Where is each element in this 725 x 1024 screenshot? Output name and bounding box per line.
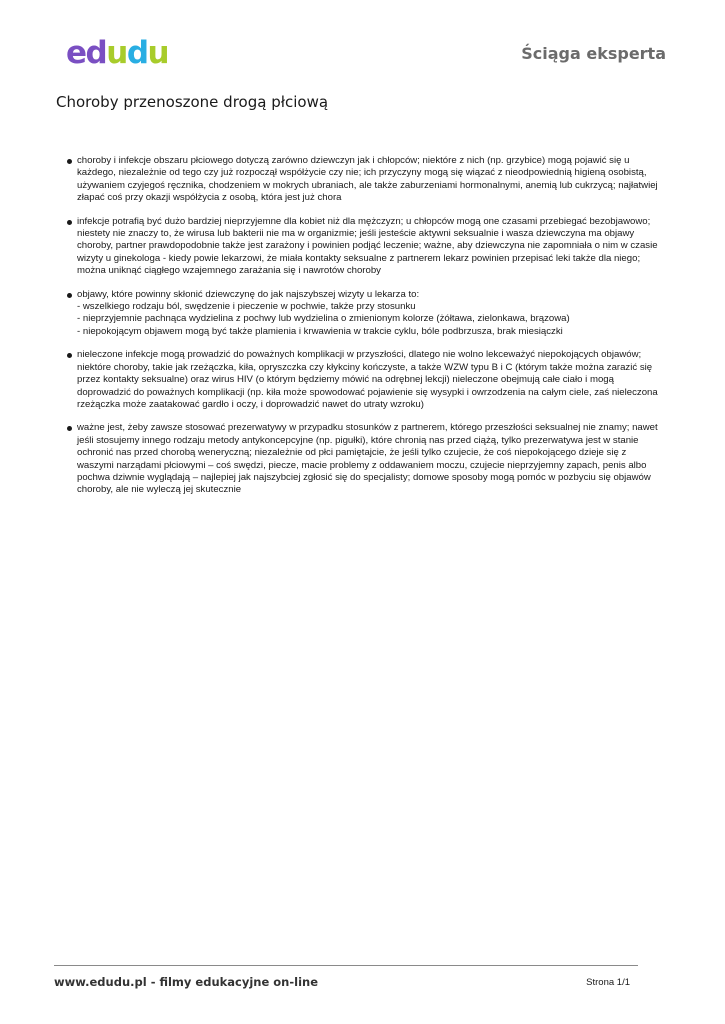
bullet-text-line: - niepokojącym objawem mogą być także plamienia i krwawienia w trakcie cyklu, bóle podbrzusza, brak miesiączki bbox=[77, 325, 563, 337]
bullet-text-line: jeśli stosujemy innego rodzaju metody antykoncepcyjne (np. pigułki), które chronią nas przed ciążą, tylko prezerwatywa jest w stanie bbox=[77, 434, 639, 446]
bullet-text-line: ochronić nas przed chorobą weneryczną; niezależnie od płci pamiętajcie, że jeśli tylko czujecie, że coś niepokojącego dzieje się z bbox=[77, 447, 627, 459]
bullet-text-line: niektóre choroby, takie jak rzeżączka, kiła, opryszczka czy kłykciny kończyste, a także WZW typu B i C (którym także można zarazić się bbox=[77, 361, 653, 373]
bullet-list bbox=[64, 155, 676, 508]
bullet-text-line: objawy, które powinny skłonić dziewczynę do jak najszybszej wizyty u lekarza to: bbox=[77, 288, 420, 300]
bullet-dot-icon bbox=[67, 353, 72, 358]
page-number: Strona 1/1 bbox=[586, 977, 630, 988]
bullet-text-line: rzeżączka może zaatakować gardło i oczy, i doprowadzić nawet do utraty wzroku) bbox=[77, 398, 424, 410]
bullet-text-line: przez kontakty seksualne) oraz wirus HIV (o którym będziemy mówić na odrębnej lekcji) nieleczone obejmują całe ciało i mogą bbox=[77, 374, 614, 386]
bullet-text-line: można uniknąć ciągłego wzajemnego zarażania się i nawrotów choroby bbox=[77, 265, 381, 277]
bullet-text-line: ważne jest, żeby zawsze stosować prezerwatywy w przypadku stosunków z partnerem, którego przeszłości seksualnej nie znamy; nawet bbox=[77, 422, 658, 434]
bullet-text-line: każdego, niezależnie od tego czy już rozpoczął współżycie czy nie; ich przyczyny mogą się wiązać z nieodpowiednią higieną osobistą, bbox=[77, 167, 647, 179]
edudu-logo bbox=[66, 35, 169, 71]
bullet-dot-icon bbox=[67, 293, 72, 298]
document-title: Choroby przenoszone drogą płciową bbox=[56, 93, 329, 111]
logo-letter: u bbox=[106, 35, 127, 71]
logo-letter: d bbox=[85, 35, 107, 71]
bullet-text-line: złapać coś przy okazji współżycia z osobą, która jest już chora bbox=[77, 192, 342, 204]
bullet-text-line: choroby i infekcje obszaru płciowego dotyczą zarówno dziewczyn jak i chłopców; niektóre z nich (np. grzybice) mogą pojawić się u bbox=[77, 155, 630, 166]
logo-letter: e bbox=[66, 35, 86, 71]
bullet-dot-icon bbox=[67, 220, 72, 225]
bullet-item bbox=[64, 422, 676, 496]
bullet-item bbox=[64, 155, 676, 205]
bullet-text-line: - nieprzyjemnie pachnąca wydzielina z pochwy lub wydzielina o zmienionym kolorze (żółtawa, zielonkawa, brązowa) bbox=[77, 313, 570, 325]
header-title: Ściąga eksperta bbox=[521, 44, 666, 63]
footer-divider bbox=[54, 965, 638, 966]
logo-letter: u bbox=[147, 35, 169, 71]
bullet-item bbox=[64, 216, 676, 278]
bullet-text-line: nieleczone infekcje mogą prowadzić do poważnych komplikacji w przyszłości, dlatego nie wolno lekceważyć niepokojących objawów; bbox=[77, 349, 642, 361]
bullet-text-line: choroby, ale nie wyleczą jej skutecznie bbox=[77, 484, 242, 496]
bullet-text-line: choroby, partner prawdopodobnie także jest zarażony i powinien podjąć leczenie; ważne, aby dziewczyna nie zapomniała o nim w czasie bbox=[77, 240, 658, 252]
bullet-dot-icon bbox=[67, 159, 72, 164]
bullet-item bbox=[64, 349, 676, 411]
bullet-text-line: wizyty u ginekologa - kiedy powie lekarzowi, że miała kontakty seksualne z partnerem lekarz powinien przepisać leki także dla niego; bbox=[77, 252, 641, 264]
bullet-text-line: doprowadzić do poważnych komplikacji (np. kiła może spowodować pojawienie się wysypki i owrzodzenia na całym ciele, zaś nieleczona bbox=[77, 386, 658, 398]
bullet-text-line: używaniem czyjegoś ręcznika, chodzeniem w mokrych ubraniach, ale także zaburzeniami hormonalnymi, anemią lub cukrzycą; najłatwiej bbox=[77, 179, 658, 191]
bullet-text-line: - wszelkiego rodzaju ból, swędzenie i pieczenie w pochwie, także przy stosunku bbox=[77, 301, 416, 313]
footer-site-link[interactable]: www.edudu.pl - filmy edukacyjne on-line bbox=[54, 975, 319, 989]
bullet-text-line: infekcje potrafią być dużo bardziej nieprzyjemne dla kobiet niż dla mężczyzn; u chłopców mogą one czasami przebiegać bezobjawowo; bbox=[77, 215, 651, 227]
bullet-text-line: niestety nie znaczy to, że wirusa lub bakterii nie ma w organizmie; jeśli jesteście aktywni seksualnie i wasza dziewczyna ma objawy bbox=[77, 228, 635, 240]
bullet-text-line: waszymi narządami płciowymi – coś swędzi, piecze, macie problemy z oddawaniem moczu, czujecie nieprzyjemny zapach, penis albo bbox=[77, 459, 647, 471]
bullet-item bbox=[64, 289, 676, 339]
logo-letter: d bbox=[126, 35, 148, 71]
bullet-text-line: pochwa dziwnie wyglądają – najlepiej jak najszybciej zgłosić się do specjalisty; domowe sposoby mogą pomóc w pozbyciu się objawów bbox=[77, 471, 651, 483]
bullet-dot-icon bbox=[67, 426, 72, 431]
